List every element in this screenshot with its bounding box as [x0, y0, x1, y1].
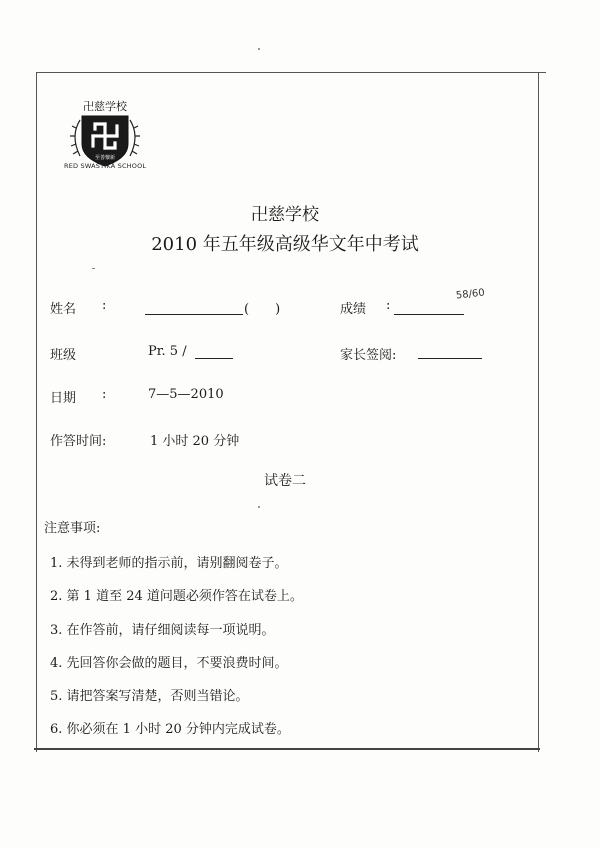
score-handwritten: 58/60: [455, 287, 486, 302]
name-brackets: ( ): [244, 302, 281, 317]
notes-heading: 注意事项:: [44, 521, 101, 536]
date-value: 7—5—2010: [148, 387, 224, 402]
note-item: 2. 第 1 道至 24 道问题必须作答在试卷上。: [50, 589, 303, 604]
class-value: Pr. 5 /: [148, 344, 187, 359]
score-blank-line[interactable]: [394, 314, 464, 315]
exam-title: 2010 年五年级高级华文年中考试: [151, 234, 419, 255]
school-name-title: 卍慈学校: [251, 205, 319, 225]
note-item: 5. 请把答案写清楚，否则当错论。: [50, 689, 249, 704]
note-item: 6. 你必须在 1 小时 20 分钟内完成试卷。: [50, 722, 290, 737]
score-label: 成绩: [340, 302, 367, 317]
parent-signature-line[interactable]: [418, 358, 482, 359]
paper-title: 试卷二: [264, 473, 306, 489]
logo-caption: RED SWASTIKA SCHOOL: [64, 162, 147, 170]
scan-speck: [92, 268, 95, 269]
duration-label: 作答时间:: [50, 434, 107, 449]
scan-speck: [258, 48, 260, 50]
frame-right-line: [538, 72, 539, 752]
name-label: 姓名: [50, 302, 77, 317]
date-colon: :: [102, 387, 107, 402]
parent-signature-label: 家长签阅:: [340, 348, 397, 363]
logo-motto-text: 至善懷新: [94, 155, 116, 161]
class-blank-line[interactable]: [195, 358, 233, 359]
name-colon: :: [102, 298, 107, 313]
score-colon: :: [386, 298, 391, 313]
frame-top-line: [36, 72, 546, 73]
note-item: 4. 先回答你会做的题目，不要浪费时间。: [50, 656, 288, 671]
frame-bottom-line: [34, 748, 540, 750]
frame-left-line: [36, 72, 37, 752]
date-label: 日期: [50, 391, 77, 406]
note-item: 3. 在作答前，请仔细阅读每一项说明。: [50, 623, 275, 638]
class-label: 班级: [50, 348, 77, 363]
note-item: 1. 未得到老师的指示前，请别翻阅卷子。: [50, 556, 288, 571]
logo-top-text: 卍慈学校: [83, 100, 127, 113]
scan-speck: [258, 506, 260, 508]
duration-value: 1 小时 20 分钟: [150, 434, 240, 449]
name-blank-line[interactable]: [145, 314, 243, 315]
